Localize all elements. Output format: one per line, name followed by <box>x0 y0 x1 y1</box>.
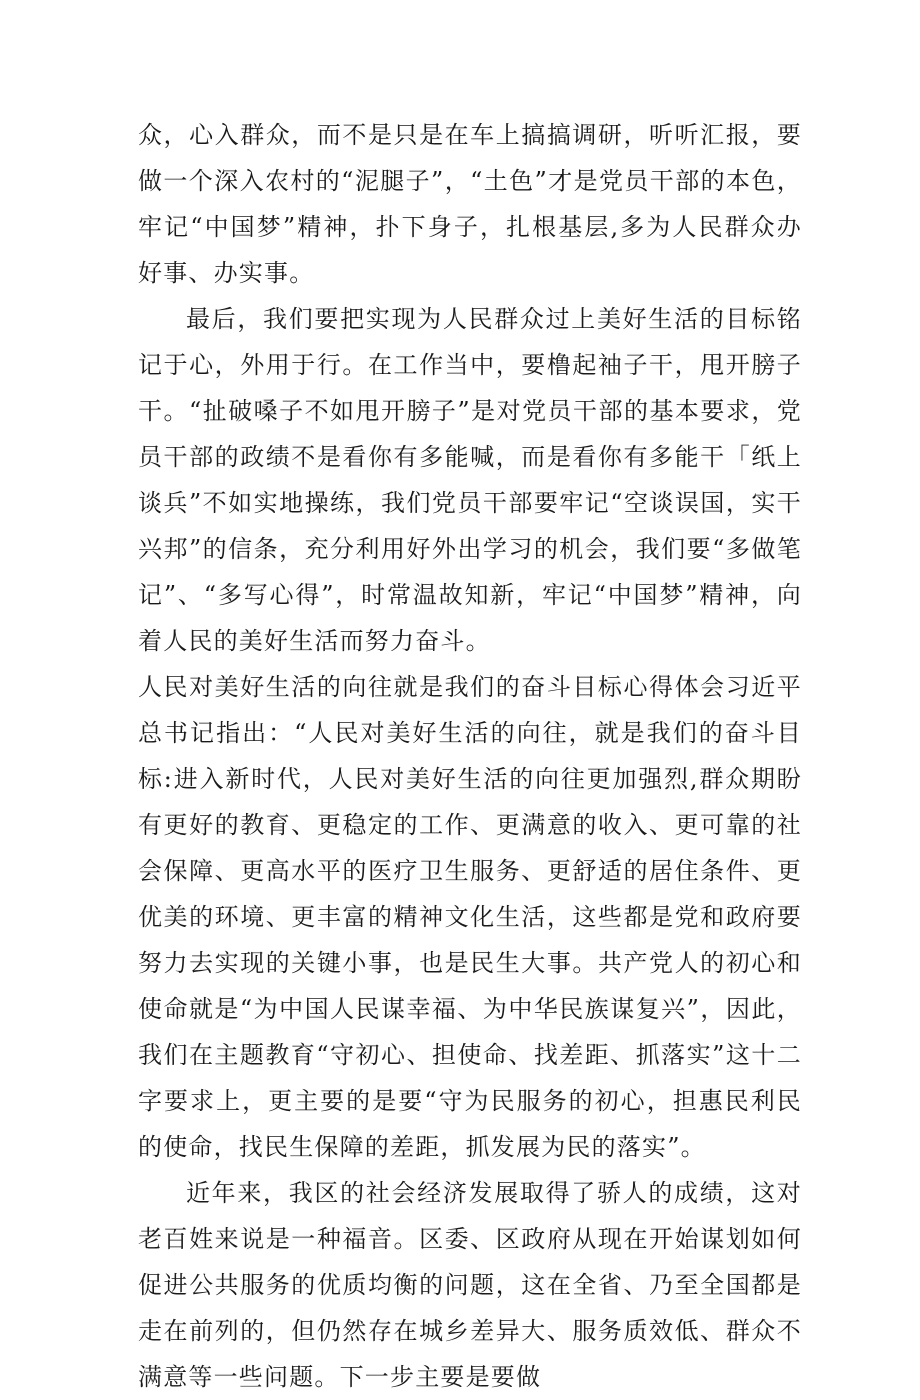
document-body <box>138 112 802 1400</box>
paragraph-finally: 最后，我们要把实现为人民群众过上美好生活的目标铭记于心，外用于行。在工作当中，要橹起袖子干，甩开膀子干。“扯破嗓子不如甩开膀子”是对党员干部的基本要求，党员干部的政绩不是看你有多能喊，而是看你有多能干「纸上谈兵”不如实地操练，我们党员干部要牢记“空谈误国，实干兴邦”的信条，充分利用好外出学习的机会，我们要“多做笔记”、“多写心得”，时常温故知新，牢记“中国梦”精神，向着人民的美好生活而努力奋斗。 <box>138 305 802 655</box>
paragraph-reflection-heading: 人民对美好生活的向往就是我们的奋斗目标心得体会习近平总书记指出：“人民对美好生活的向往，就是我们的奋斗目标:进入新时代，人民对美好生活的向往更加强烈,群众期盼有更好的教育、更稳定的工作、更满意的收入、更可靠的社会保障、更高水平的医疗卫生服务、更舒适的居住条件、更优美的环境、更丰富的精神文化生活，这些都是党和政府要努力去实现的关键小事，也是民生大事。共产党人的初心和使命就是“为中国人民谋幸福、为中华民族谋复兴”，因此，我们在主题教育“守初心、担使命、找差距、抓落实”这十二字要求上，更主要的是要“守为民服务的初心，担惠民利民的使命，找民生保障的差距，抓发展为民的落实”。 <box>138 673 802 1161</box>
paragraph-recent-years: 近年来，我区的社会经济发展取得了骄人的成绩，这对老百姓来说是一种福音。区委、区政府从现在开始谋划如何促进公共服务的优质均衡的问题，这在全省、乃至全国都是走在前列的，但仍然存在城乡差异大、服务质效低、群众不满意等一些问题。下一步主要是要做 <box>138 1179 802 1391</box>
paragraph-continuation: 众，心入群众，而不是只是在车上搞搞调研，听听汇报，要做一个深入农村的“泥腿子”，“土色”才是党员干部的本色，牢记“中国梦”精神，扑下身子，扎根基层,多为人民群众办好事、办实事。 <box>138 121 802 287</box>
